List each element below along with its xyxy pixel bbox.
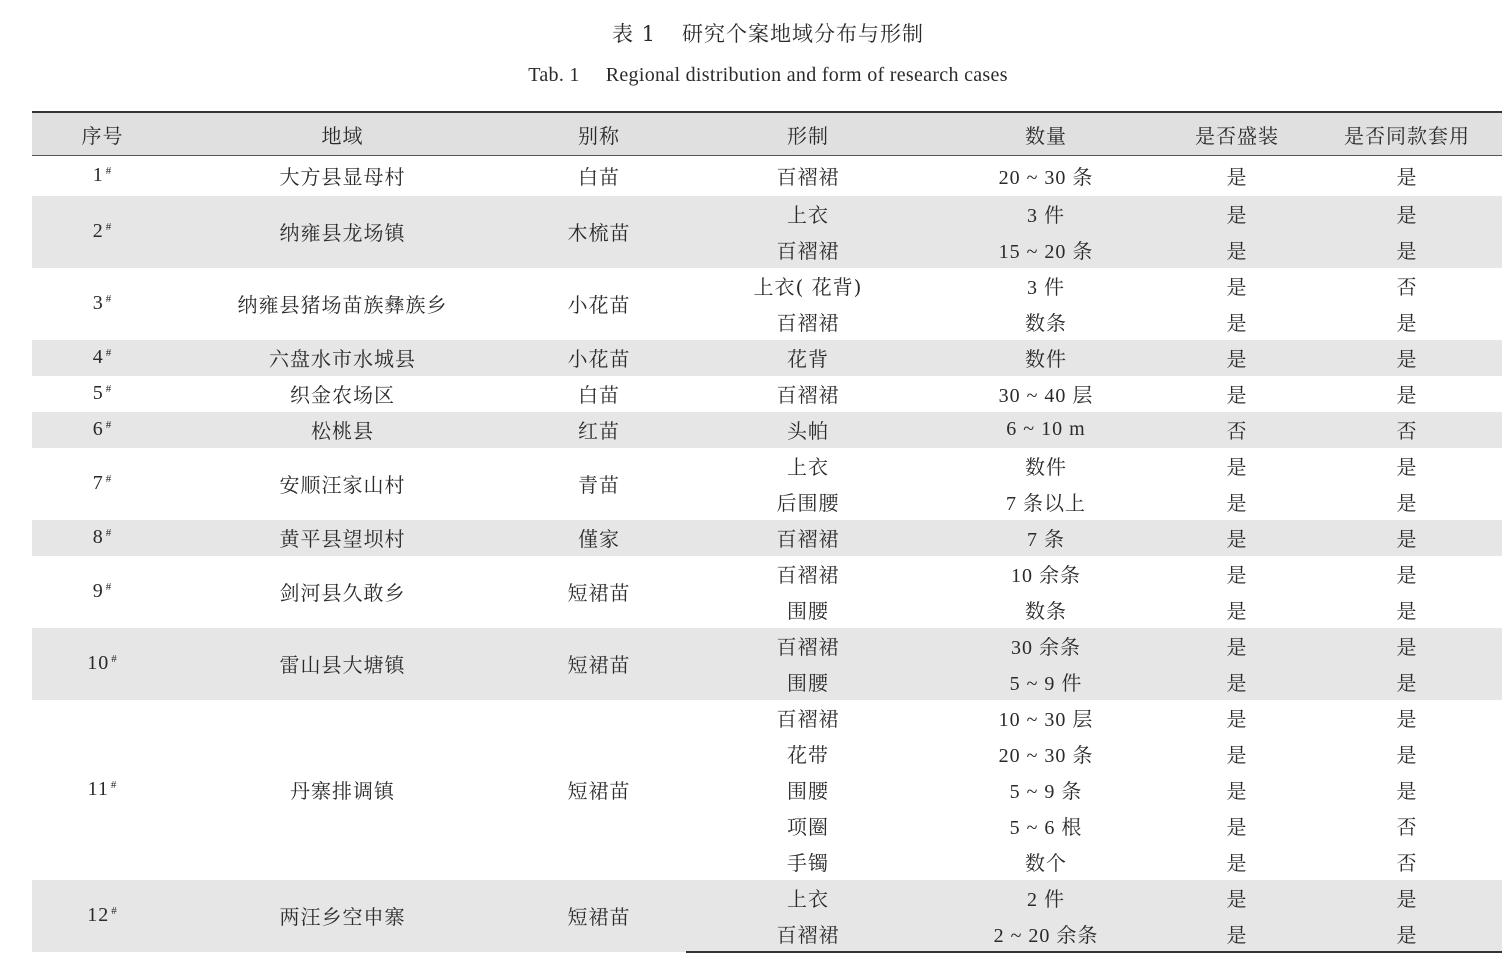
- festive-cell: 是: [1226, 491, 1248, 515]
- quantity-cell: 2 件: [930, 880, 1162, 916]
- case-number-mark: #: [105, 527, 113, 539]
- same-style-cell: 是: [1396, 779, 1418, 803]
- case-number: [32, 700, 173, 880]
- quantity-cell: 数条: [1025, 601, 1067, 623]
- case-number: [32, 520, 173, 556]
- caption-en-title: Regional distribution and form of research cases: [605, 64, 1008, 86]
- festive-cell: 是: [1226, 815, 1248, 839]
- region-cell: 丹寨排调镇: [290, 779, 395, 803]
- region-cell: 大方县显母村: [279, 165, 406, 190]
- quantity-cell: 20 ~ 30 条: [998, 167, 1094, 190]
- same-style-cell: 是: [1396, 383, 1418, 407]
- case-number-value: 12: [87, 904, 110, 926]
- quantity-cell: 3 件: [930, 196, 1162, 232]
- same-style-cell: 是: [1312, 196, 1502, 232]
- quantity-cell: 10 ~ 30 层: [998, 709, 1094, 731]
- case-number-value: 7: [92, 472, 104, 494]
- festive-cell: 是: [1226, 311, 1248, 335]
- case-number: [32, 880, 173, 952]
- case-number-value: 2: [92, 220, 104, 242]
- region-cell: 剑河县久敢乡: [279, 581, 406, 605]
- case-number-mark: #: [111, 653, 118, 665]
- quantity-cell: 5 ~ 6 根: [1009, 817, 1083, 839]
- case-number: [32, 196, 173, 268]
- form-cell: 百褶裙: [686, 916, 930, 952]
- same-style-cell: 是: [1396, 743, 1418, 767]
- form-cell: 上衣: [686, 880, 930, 916]
- header-same-style: 是否同款套用: [1312, 112, 1502, 156]
- festive-cell: 否: [1162, 412, 1312, 448]
- table-row: [32, 340, 1502, 376]
- festive-cell: 是: [1162, 628, 1312, 664]
- caption-cn-title: 研究个案地域分布与形制: [682, 22, 925, 46]
- festive-cell: 是: [1162, 664, 1312, 700]
- alias-cell: 青苗: [578, 473, 620, 497]
- quantity-cell: 7 条: [930, 520, 1162, 556]
- festive-cell: 是: [1226, 165, 1248, 190]
- header-quantity: 数量: [930, 112, 1162, 156]
- case-number-value: 9: [92, 580, 104, 602]
- region-cell: 织金农场区: [290, 383, 395, 407]
- region-cell: 安顺汪家山村: [279, 473, 406, 497]
- form-cell: 百褶裙: [776, 165, 840, 190]
- quantity-cell: 30 ~ 40 层: [998, 385, 1094, 407]
- quantity-cell: 数个: [1025, 853, 1067, 875]
- table-row: [32, 880, 1502, 916]
- case-number-mark: #: [105, 165, 113, 178]
- same-style-cell: 是: [1312, 916, 1502, 952]
- same-style-cell: 否: [1396, 851, 1418, 875]
- same-style-cell: 是: [1396, 707, 1418, 731]
- form-cell: 上衣: [787, 455, 829, 479]
- form-cell: 围腰: [787, 779, 829, 803]
- case-number: [32, 448, 173, 520]
- same-style-cell: 是: [1396, 455, 1418, 479]
- same-style-cell: 是: [1396, 491, 1418, 515]
- case-number-value: 3: [92, 292, 104, 314]
- case-number-value: 8: [92, 526, 104, 548]
- festive-cell: 是: [1226, 743, 1248, 767]
- table-row: [32, 412, 1502, 448]
- same-style-cell: 否: [1396, 275, 1418, 299]
- quantity-cell: 2 ~ 20 余条: [930, 916, 1162, 952]
- festive-cell: 是: [1162, 916, 1312, 952]
- case-number-mark: #: [105, 581, 113, 593]
- table-row: [32, 448, 1502, 484]
- festive-cell: 是: [1226, 851, 1248, 875]
- case-number: [32, 340, 173, 376]
- festive-cell: 是: [1226, 563, 1248, 587]
- festive-cell: 是: [1162, 520, 1312, 556]
- header-index: 序号: [32, 112, 173, 156]
- case-number: [32, 156, 173, 196]
- same-style-cell: 是: [1312, 880, 1502, 916]
- alias-cell: 僅家: [512, 520, 686, 556]
- case-number-mark: #: [105, 347, 113, 359]
- case-number-mark: #: [105, 221, 113, 233]
- festive-cell: 是: [1226, 455, 1248, 479]
- alias-cell: 短裙苗: [567, 581, 631, 605]
- festive-cell: 是: [1162, 880, 1312, 916]
- case-number-mark: #: [110, 779, 118, 791]
- quantity-cell: 6 ~ 10 m: [930, 412, 1162, 448]
- form-cell: 上衣: [686, 196, 930, 232]
- table-row: [32, 196, 1502, 232]
- table-row: [32, 156, 1502, 196]
- form-cell: 围腰: [787, 599, 829, 623]
- form-cell: 百褶裙: [776, 311, 840, 335]
- case-number: [32, 628, 173, 700]
- quantity-cell: 数条: [1025, 313, 1067, 335]
- same-style-cell: 是: [1396, 563, 1418, 587]
- festive-cell: 是: [1226, 707, 1248, 731]
- form-cell: 百褶裙: [686, 628, 930, 664]
- case-number-value: 6: [92, 418, 104, 440]
- table-row: [32, 376, 1502, 412]
- case-number: [32, 556, 173, 628]
- case-number-mark: #: [105, 473, 113, 485]
- quantity-cell: 10 余条: [1011, 565, 1081, 587]
- festive-cell: 是: [1226, 275, 1248, 299]
- festive-cell: 是: [1226, 779, 1248, 803]
- quantity-cell: 数件: [1025, 457, 1067, 479]
- region-cell: 两汪乡空申寨: [173, 880, 512, 952]
- same-style-cell: 是: [1396, 165, 1418, 190]
- quantity-cell: 30 余条: [930, 628, 1162, 664]
- header-region: 地域: [173, 112, 512, 156]
- case-number: [32, 412, 173, 448]
- case-number: [32, 376, 173, 412]
- form-cell: 百褶裙: [686, 232, 930, 268]
- case-number-value: 1: [92, 164, 104, 187]
- table-row: [32, 700, 1502, 736]
- festive-cell: 是: [1226, 599, 1248, 623]
- case-number-value: 5: [92, 382, 104, 404]
- table-row: [32, 268, 1502, 304]
- region-cell: 黄平县望坝村: [173, 520, 512, 556]
- region-cell: 松桃县: [173, 412, 512, 448]
- quantity-cell: 数件: [930, 340, 1162, 376]
- case-number-value: 10: [87, 652, 110, 674]
- same-style-cell: 是: [1312, 664, 1502, 700]
- quantity-cell: 20 ~ 30 条: [998, 745, 1094, 767]
- header-form: 形制: [686, 112, 930, 156]
- same-style-cell: 是: [1312, 232, 1502, 268]
- header-alias: 别称: [512, 112, 686, 156]
- same-style-cell: 是: [1312, 520, 1502, 556]
- alias-cell: 短裙苗: [567, 779, 631, 803]
- alias-cell: 小花苗: [512, 340, 686, 376]
- research-cases-table: [32, 111, 1502, 953]
- alias-cell: 白苗: [578, 383, 620, 407]
- table-row: [32, 628, 1502, 664]
- same-style-cell: 是: [1396, 311, 1418, 335]
- table-header-row: [32, 112, 1502, 156]
- same-style-cell: 是: [1396, 599, 1418, 623]
- same-style-cell: 否: [1312, 412, 1502, 448]
- region-cell: 雷山县大塘镇: [173, 628, 512, 700]
- same-style-cell: 是: [1312, 340, 1502, 376]
- caption-cn-label: 表 1: [611, 22, 657, 46]
- alias-cell: 短裙苗: [512, 628, 686, 700]
- form-cell: 百褶裙: [776, 707, 840, 731]
- case-number-mark: #: [111, 905, 118, 917]
- festive-cell: 是: [1162, 196, 1312, 232]
- region-cell: 六盘水市水城县: [173, 340, 512, 376]
- quantity-cell: 7 条以上: [1006, 493, 1086, 515]
- form-cell: 项圈: [787, 815, 829, 839]
- alias-cell: 白苗: [578, 165, 620, 190]
- case-number: [32, 268, 173, 340]
- quantity-cell: 15 ~ 20 条: [930, 232, 1162, 268]
- form-cell: 手镯: [787, 851, 829, 875]
- form-cell: 围腰: [686, 664, 930, 700]
- festive-cell: 是: [1226, 383, 1248, 407]
- table-row: [32, 520, 1502, 556]
- form-cell: 百褶裙: [686, 520, 930, 556]
- same-style-cell: 否: [1396, 815, 1418, 839]
- header-festive: 是否盛装: [1162, 112, 1312, 156]
- alias-cell: 红苗: [512, 412, 686, 448]
- form-cell: 上衣( 花背): [753, 275, 863, 299]
- case-number-value: 11: [87, 778, 109, 800]
- table-row: [32, 556, 1502, 592]
- alias-cell: 小花苗: [567, 293, 631, 317]
- table-body: [32, 156, 1502, 952]
- quantity-cell: 3 件: [1027, 277, 1065, 299]
- quantity-cell: 5 ~ 9 条: [1009, 781, 1083, 803]
- form-cell: 百褶裙: [776, 563, 840, 587]
- form-cell: 后围腰: [776, 491, 840, 515]
- festive-cell: 是: [1162, 340, 1312, 376]
- quantity-cell: 5 ~ 9 件: [930, 664, 1162, 700]
- form-cell: 百褶裙: [776, 383, 840, 407]
- region-cell: 纳雍县猪场苗族彝族乡: [237, 293, 448, 317]
- case-number-mark: #: [105, 383, 113, 395]
- same-style-cell: 是: [1312, 628, 1502, 664]
- alias-cell: 木梳苗: [512, 196, 686, 268]
- caption-en-label: Tab. 1: [528, 64, 580, 86]
- case-number-value: 4: [92, 346, 104, 368]
- table-caption-cn: [0, 18, 1509, 48]
- alias-cell: 短裙苗: [512, 880, 686, 952]
- form-cell: 花背: [686, 340, 930, 376]
- table-caption-en: [0, 64, 1509, 87]
- case-number-mark: #: [105, 293, 113, 305]
- festive-cell: 是: [1162, 232, 1312, 268]
- region-cell: 纳雍县龙场镇: [173, 196, 512, 268]
- form-cell: 花带: [787, 743, 829, 767]
- form-cell: 头帕: [686, 412, 930, 448]
- case-number-mark: #: [105, 419, 113, 431]
